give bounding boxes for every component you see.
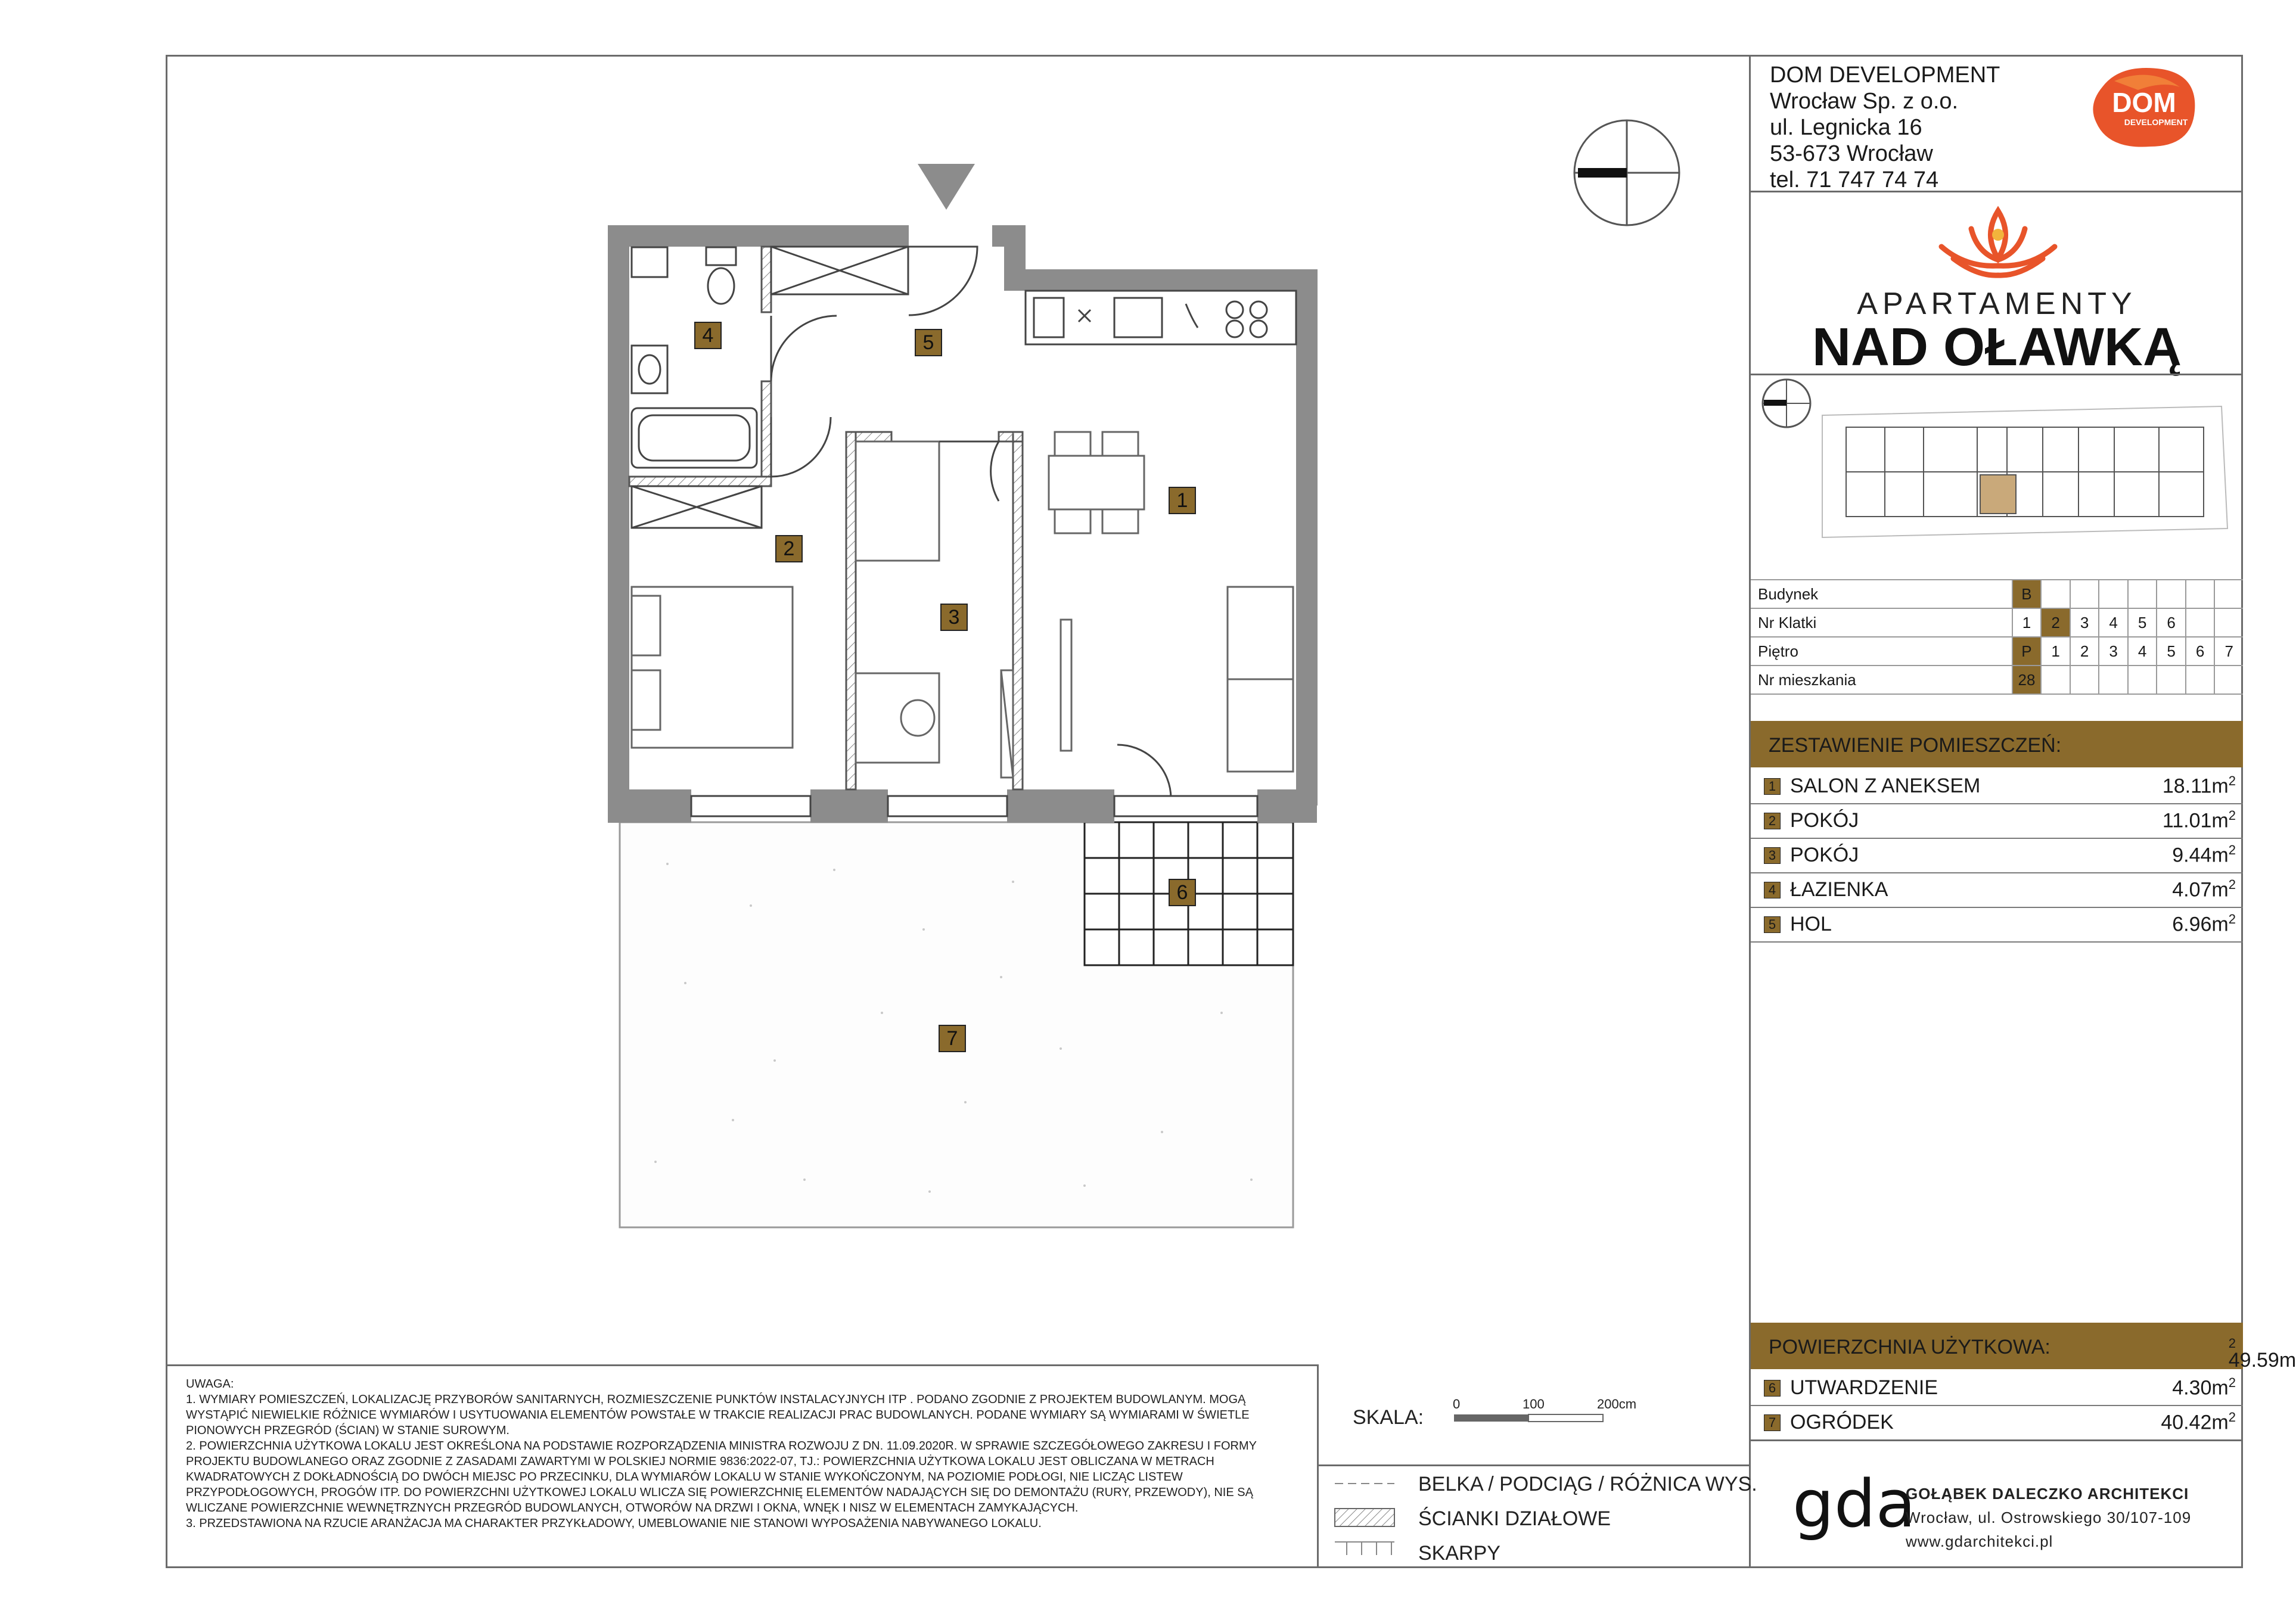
room-row: [1751, 907, 2243, 943]
key-plan-highlight: [1980, 475, 2016, 514]
apartment-number-value: 28: [2012, 666, 2042, 694]
room-area: $4.07m^2$: [2172, 877, 2236, 901]
scale-tick-100: 100: [1523, 1397, 1545, 1411]
stair-cell: 6: [2157, 608, 2186, 637]
note-line: 2. POWIERZCHNIA UŻYTKOWA LOKALU JEST OKREŚLONA NA PODSTAWIE ROZPORZĄDZENIA MINISTRA ROZWOJU Z DN. 11.09.2020R. W SPRAWIE SZCZEGÓŁOWEGO ZAKRESU I FORMY: [186, 1439, 1257, 1453]
room-name: ŁAZIENKA: [1790, 878, 1888, 901]
room-row: [1751, 803, 2243, 839]
note-line: KWADRATOWYCH Z DOKŁADNOŚCIĄ DO DWÓCH MIEJSC PO PRZECINKU, DLA WYMIARÓW LOKALU W STANIE WYKOŃCZONYM, NA POZIOMIE PODŁOGI, NIE LICZĄC LISTEW: [186, 1470, 1183, 1484]
extra-area: $40.42m^2$: [2161, 1410, 2236, 1434]
plan-label-2: 2: [775, 535, 803, 562]
legend-beam: BELKA / PODCIĄG / RÓŻNICA WYS.: [1418, 1473, 1757, 1495]
room-row: [1751, 769, 2243, 804]
apartment-number-label: Nr mieszkania: [1751, 666, 2012, 694]
stair-cell: 3: [2070, 608, 2099, 637]
notes: [186, 1376, 1294, 1531]
room-number: 1: [1764, 778, 1781, 795]
floor-label: Piętro: [1751, 637, 2012, 666]
extra-row: [1751, 1405, 2243, 1441]
room-name: SALON Z ANEKSEM: [1790, 775, 1981, 797]
rooms-header: ZESTAWIENIE POMIESZCZEŃ:: [1769, 734, 2062, 757]
room-name: POKÓJ: [1790, 844, 1859, 866]
stair-cell: 5: [2128, 608, 2157, 637]
logo-subtext: DEVELOPMENT: [2124, 117, 2188, 127]
extra-area: $4.30m^2$: [2172, 1375, 2236, 1400]
notes-divider: [166, 1364, 1317, 1366]
floor-cell: 3: [2099, 637, 2128, 666]
rooms-header-bar: [1751, 721, 2243, 767]
sofa: [1228, 587, 1293, 772]
scale-tick-0: 0: [1453, 1397, 1461, 1411]
stair-cell: 4: [2099, 608, 2128, 637]
room-number: 2: [1764, 813, 1781, 829]
legend-slopes: SKARPY: [1418, 1542, 1500, 1565]
bed: [632, 587, 793, 748]
title-block: [1749, 55, 2296, 1568]
divider: [1751, 191, 2243, 192]
note-line: WLICZANE POWIERZCHNIE WEWNĘTRZNYCH PRZEGRÓD BUDOWLANYCH, OTWORÓW NA DRZWI I OKNA, WNĘK I NISZ W ELEMENTACH ZAMYKAJĄCYCH.: [186, 1501, 1079, 1515]
company-phone: tel. 71 747 74 74: [1770, 167, 1939, 192]
scale-label: SKALA:: [1353, 1406, 1424, 1429]
room-row: [1751, 872, 2243, 908]
note-line: 1. WYMIARY POMIESZCZEŃ, LOKALIZACJĘ PRZYBORÓW SANITARNYCH, ROZMIESZCZENIE PUNKTÓW INSTALACYJNYCH ITP . PODANO ZGODNIE Z PROJEKTEM BUDOWLANYM. MOGĄ: [186, 1393, 1246, 1406]
architect-name: GOŁĄBEK DALECZKO ARCHITEKCI: [1906, 1485, 2189, 1503]
north-arrow: [1574, 120, 1679, 225]
plan-label-5: 5: [915, 329, 942, 356]
note-line: PROJEKTU BUDOWLANEGO ORAZ ZGODNIE Z ZASADAMI ZAWARTYMI W POLSKIEJ NORMIE 9836:2022-07, TJ.: POWIERZCHNIA UŻYTKOWA LOKALU JEST OBLICZANA W METRACH: [186, 1455, 1214, 1468]
extra-number: 7: [1764, 1414, 1781, 1431]
floor-cell: 1: [2041, 637, 2070, 666]
extra-name: UTWARDZENIE: [1790, 1376, 1938, 1399]
floor-cell: 4: [2128, 637, 2157, 666]
scale-bar: [1454, 1413, 1609, 1425]
extra-row: [1751, 1370, 2243, 1406]
project-title-line1: APARTAMENTY: [1857, 287, 2137, 321]
floor-cell-selected: P: [2012, 637, 2042, 666]
plan-label-3: 3: [940, 604, 968, 631]
company-entity: Wrocław Sp. z o.o.: [1770, 89, 1959, 114]
floor-cell: 7: [2214, 637, 2243, 666]
note-line: 3. PRZEDSTAWIONA NA RZUCIE ARANŻACJA MA CHARAKTER PRZYKŁADOWY, UMEBLOWANIE NIE STANOWI WYPOSAŻENIA NABYWANEGO LOKALU.: [186, 1517, 1042, 1530]
key-plan: [1757, 380, 2239, 570]
plan-label-6: 6: [1169, 879, 1196, 906]
room-area: $18.11m^2$: [2162, 773, 2236, 798]
gda-mark: gda: [1792, 1466, 1916, 1542]
note-line: WYSTĄPIĆ NIEWIELKIE RÓŻNICE WYMIARÓW I USYTUOWANIA ELEMENTÓW POWSTAŁE W TRAKCIE REALIZACJI PRAC BUDOWLANYCH. PODANE WYMIARY SĄ WYMIARAMI W ŚWIETLE: [186, 1408, 1250, 1422]
floor-cell: 6: [2186, 637, 2215, 666]
dom-development-logo: [2084, 63, 2204, 153]
building-label: Budynek: [1751, 580, 2012, 608]
gda-logo: [1792, 1466, 1916, 1544]
interior-walls: [629, 247, 1023, 789]
exterior-walls: [608, 225, 1318, 823]
note-line: PIONOWYCH PRZEGRÓD (ŚCIAN) W STANIE SUROWYM.: [186, 1424, 509, 1437]
divider: [1751, 374, 2243, 375]
building-value: B: [2012, 580, 2042, 608]
windows: [691, 796, 1257, 816]
room-area: $11.01m^2$: [2162, 808, 2236, 832]
floor-cell: 2: [2070, 637, 2099, 666]
doors: [771, 247, 1171, 798]
entrance-marker: [918, 164, 975, 210]
usable-area-label: POWIERZCHNIA UŻYTKOWA:: [1769, 1336, 2050, 1358]
apartment-info-table: [1751, 579, 2243, 695]
room-number: 4: [1764, 882, 1781, 898]
architect-address: Wrocław, ul. Ostrowskiego 30/107-109: [1906, 1509, 2192, 1526]
logo-text: DOM: [2112, 87, 2176, 118]
usable-area-bar: [1751, 1323, 2296, 1372]
plan-label-4: 4: [694, 322, 722, 349]
project-lotus-logo: [1930, 193, 2067, 282]
usable-area-value: 49.59m $^2$: [2228, 1336, 2296, 1372]
plan-label-1: 1: [1169, 487, 1196, 514]
project-title-line2: NAD OŁAWKĄ: [1812, 318, 2182, 377]
stair-label: Nr Klatki: [1751, 608, 2012, 637]
company-info: [1770, 62, 2000, 193]
bathroom-fixtures: [632, 247, 757, 468]
room-number: 3: [1764, 847, 1781, 864]
scale-tick-200: 200cm: [1597, 1397, 1637, 1411]
room-name: HOL: [1790, 913, 1832, 935]
plan-label-7: 7: [939, 1025, 966, 1052]
company-name: DOM DEVELOPMENT: [1770, 63, 2000, 88]
note-line: PRZYPODŁOGOWYCH, PROGÓW ITP. DO POWIERZCHNI UŻYTKOWEJ LOKALU WLICZA SIĘ POWIERZCHNIĘ ELEMENTÓW NADAJĄCYCH SIĘ DO DEMONTAŻU (RURY, PRZEWODY), NIE SĄ: [186, 1486, 1253, 1499]
room-area: $6.96m^2$: [2172, 912, 2236, 936]
kitchen-counter: [1026, 291, 1296, 344]
legend-swatches: [1335, 1472, 1400, 1561]
notes-title: UWAGA:: [186, 1377, 234, 1391]
stair-cell-selected: 2: [2041, 608, 2070, 637]
company-street: ul. Legnicka 16: [1770, 115, 1922, 140]
room-area: $9.44m^2$: [2172, 842, 2236, 867]
room-row: [1751, 838, 2243, 873]
architect-web[interactable]: www.gdarchitekci.pl: [1906, 1532, 2053, 1550]
dining-set: [1049, 432, 1144, 533]
legend-partitions: ŚCIANKI DZIAŁOWE: [1418, 1507, 1611, 1530]
floor-cell: 5: [2157, 637, 2186, 666]
company-city: 53-673 Wrocław: [1770, 141, 1933, 166]
room-name: POKÓJ: [1790, 809, 1859, 832]
extra-name: OGRÓDEK: [1790, 1411, 1894, 1433]
legend-divider: [1317, 1364, 1319, 1568]
extra-number: 6: [1764, 1380, 1781, 1397]
legend-hline: [1317, 1464, 1749, 1466]
room-number: 5: [1764, 916, 1781, 933]
stair-cell: 1: [2012, 608, 2042, 637]
